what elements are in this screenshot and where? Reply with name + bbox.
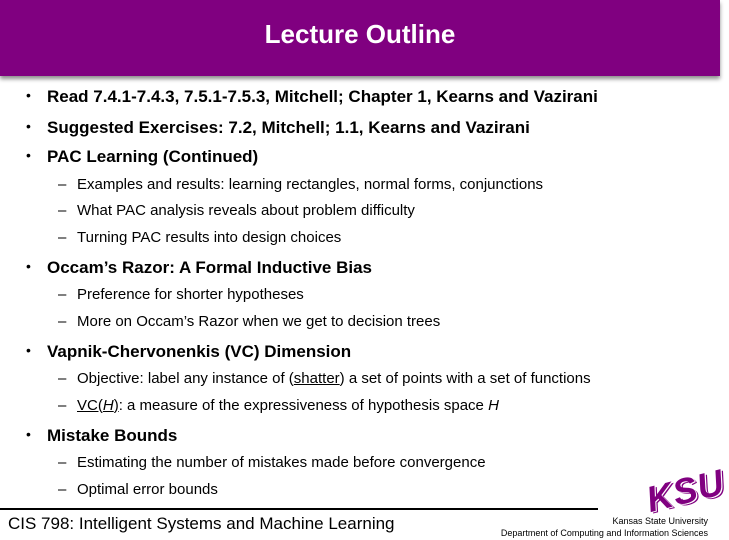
vc-sub-measure [77, 397, 499, 414]
occam-sub-preference: Preference for shorter hypotheses [77, 286, 304, 303]
mistake-sub-optimal: Optimal error bounds [77, 481, 218, 498]
bullet-icon: • [26, 426, 31, 442]
outline-item-reading: Read 7.4.1-7.4.3, 7.5.1-7.5.3, Mitchell; Chapter 1, Kearns and Vazirani [47, 87, 598, 106]
occam-sub-trees: More on Occam’s Razor when we get to decision trees [77, 313, 441, 330]
outline-item-exercises: Suggested Exercises: 7.2, Mitchell; 1.1, Kearns and Vazirani [47, 118, 530, 137]
slide-title: Lecture Outline [264, 19, 456, 49]
outline-item-vc: Vapnik-Chervonenkis (VC) Dimension [47, 342, 352, 361]
bullet-icon: • [26, 147, 31, 163]
bullet-icon: • [26, 87, 31, 103]
department-name: Department of Computing and Information Sciences [500, 528, 708, 538]
pac-sub-examples: Examples and results: learning rectangles, normal forms, conjunctions [77, 176, 544, 193]
pac-sub-design: Turning PAC results into design choices [77, 229, 342, 246]
dash-icon: – [58, 313, 67, 330]
dash-icon: – [58, 454, 67, 471]
hypothesis-space-var: H [488, 397, 499, 414]
outline-item-pac: PAC Learning (Continued) [47, 147, 259, 166]
dash-icon: – [58, 397, 67, 414]
title-bar [0, 0, 720, 76]
vc-notation [77, 397, 119, 414]
outline-item-occam: Occam’s Razor: A Formal Inductive Bias [47, 258, 372, 277]
vc-notation-suffix: ) [113, 397, 119, 414]
dash-icon: – [58, 202, 67, 219]
dash-icon: – [58, 370, 67, 387]
vc-objective-suffix: ) a set of points with a set of functions [339, 370, 591, 387]
vc-notation-var: H [102, 397, 114, 414]
dash-icon: – [58, 229, 67, 246]
dash-icon: – [58, 286, 67, 303]
shatter-term: shatter [293, 370, 340, 387]
dash-icon: – [58, 481, 67, 498]
bullet-icon: • [26, 342, 31, 358]
ksu-logo: KSU [642, 461, 729, 520]
course-title: CIS 798: Intelligent Systems and Machine Learning [8, 514, 395, 533]
vc-objective-prefix: Objective: label any instance of ( [77, 370, 294, 387]
outline-item-mistake-bounds: Mistake Bounds [47, 426, 178, 445]
vc-measure-text: : a measure of the expressiveness of hypothesis space [118, 397, 489, 414]
bullet-icon: • [26, 118, 31, 134]
mistake-sub-estimating: Estimating the number of mistakes made before convergence [77, 454, 486, 471]
vc-notation-prefix: VC( [77, 397, 103, 414]
bullet-icon: • [26, 258, 31, 274]
university-name: Kansas State University [612, 516, 708, 526]
footer-divider [0, 508, 598, 510]
dash-icon: – [58, 176, 67, 193]
vc-sub-objective [77, 370, 591, 387]
pac-sub-difficulty: What PAC analysis reveals about problem difficulty [77, 202, 415, 219]
